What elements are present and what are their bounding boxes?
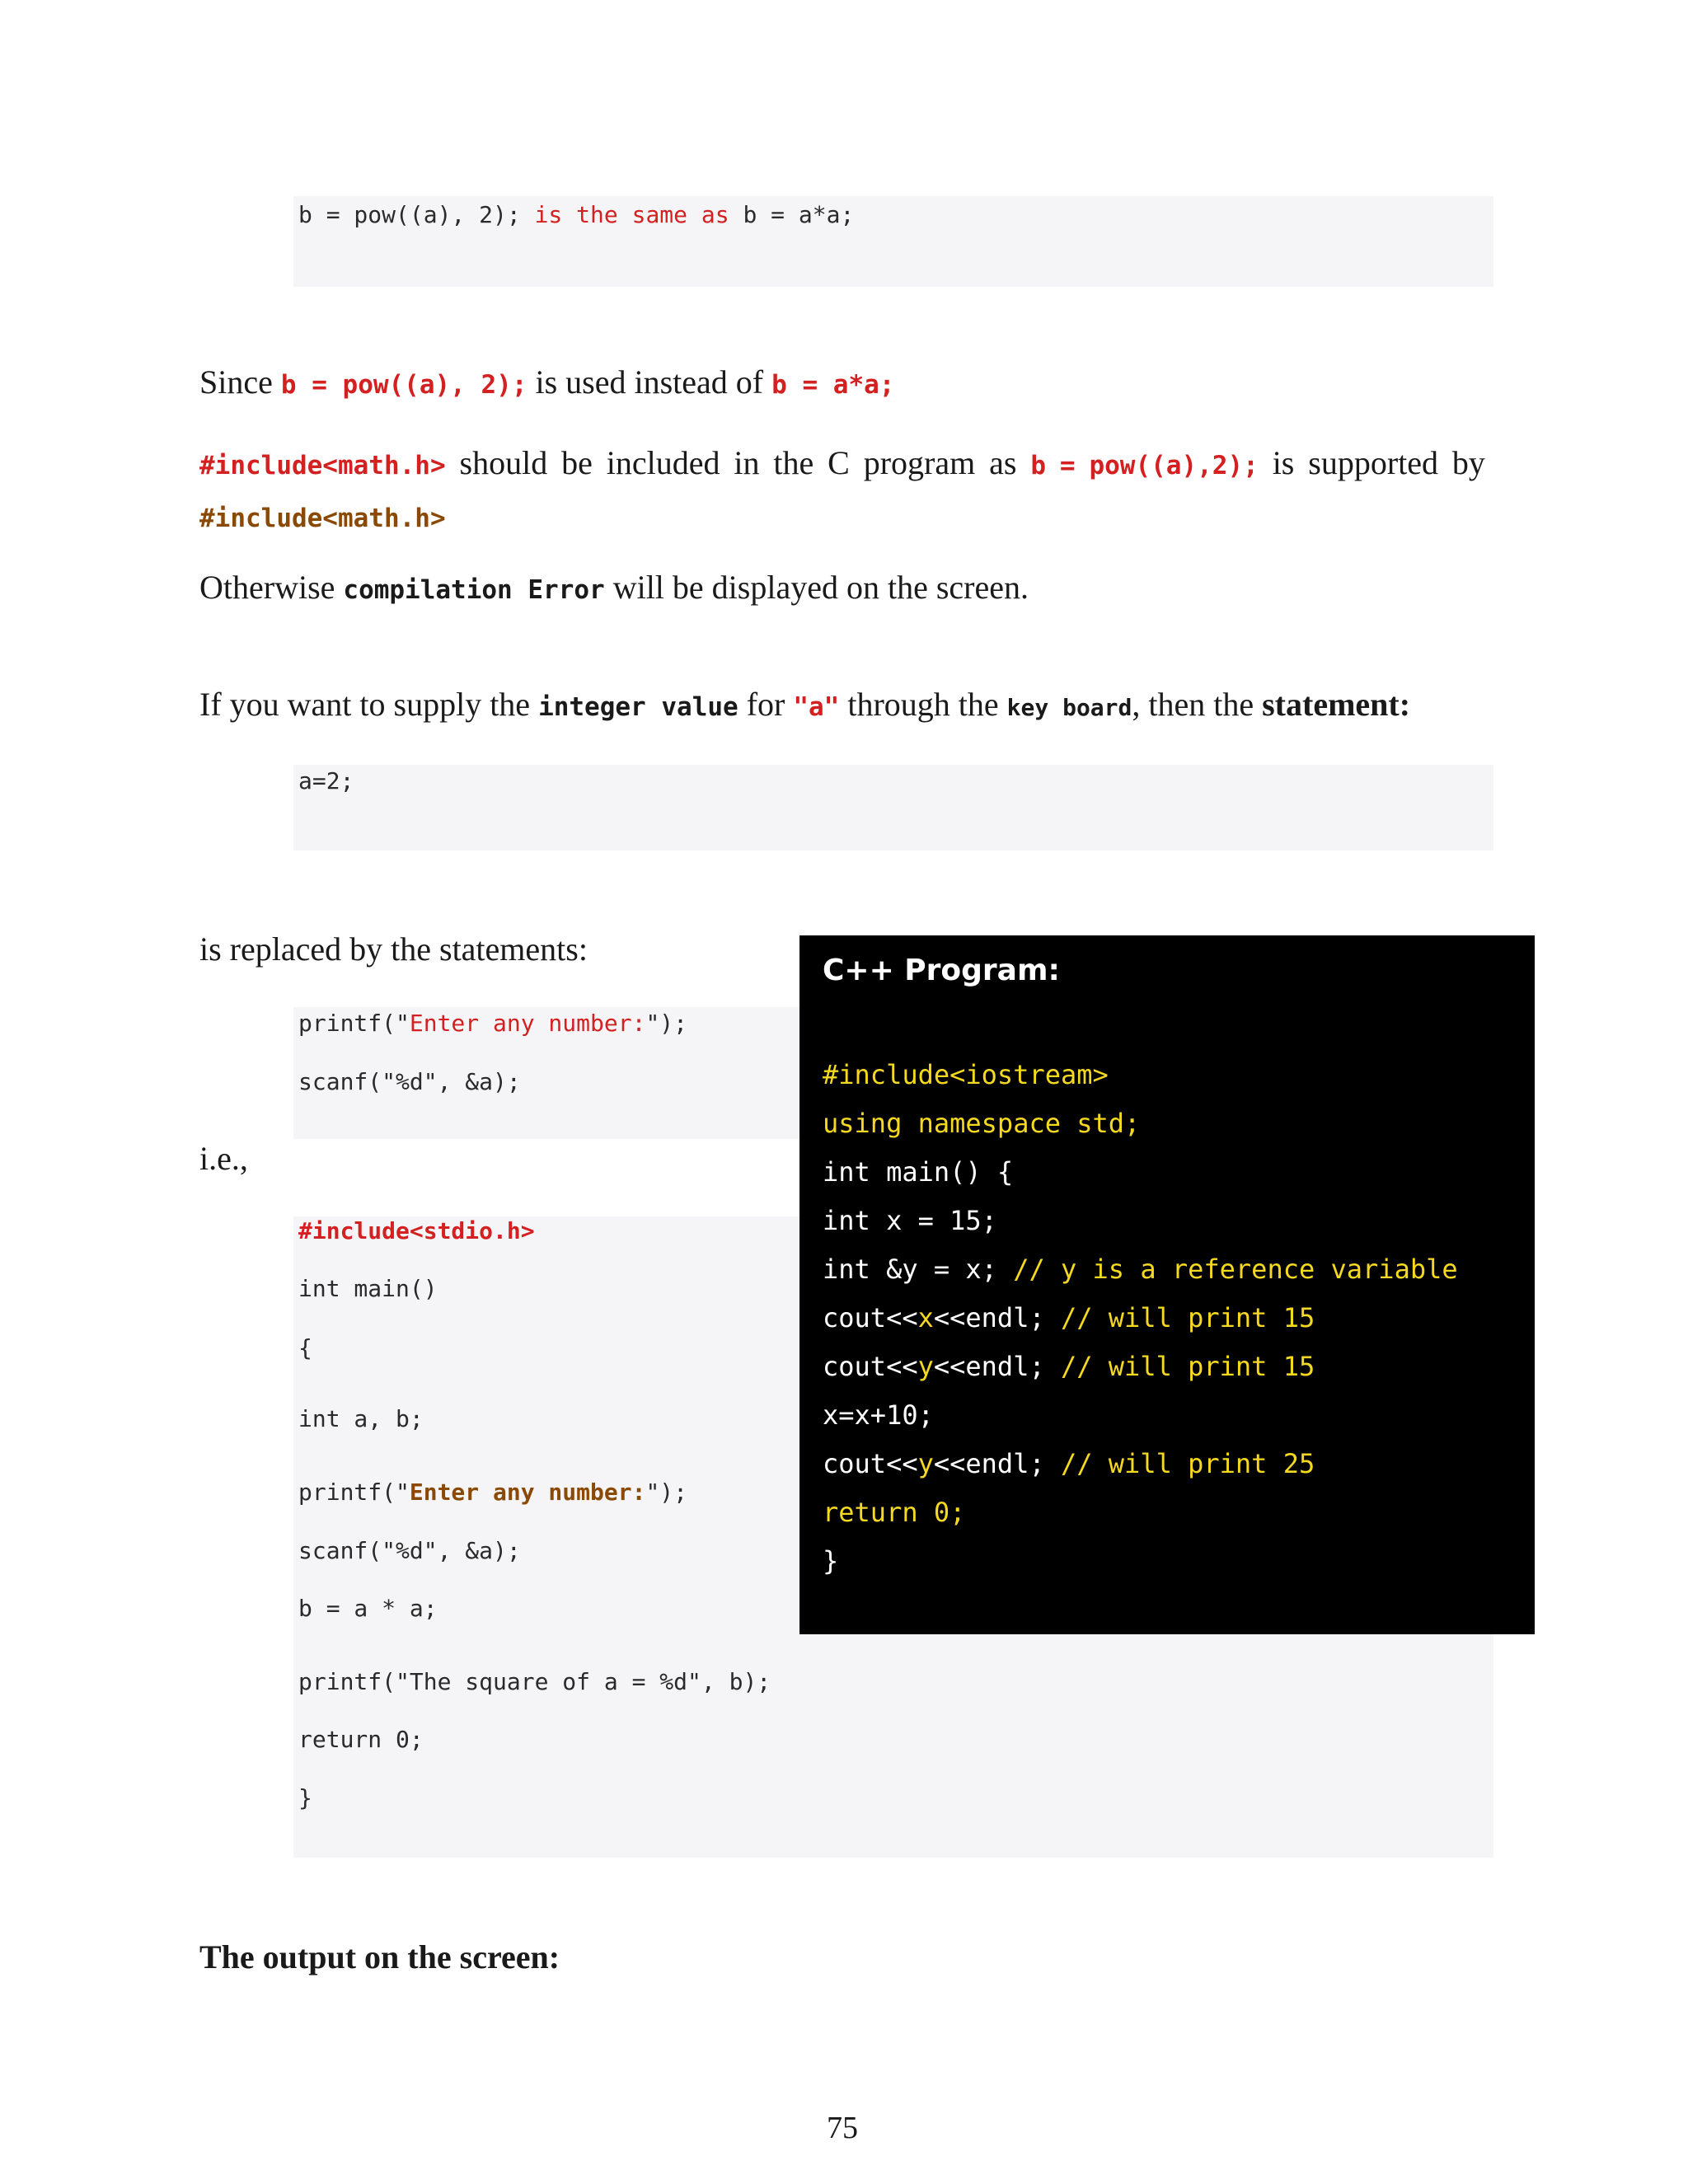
cpp-line-return: return 0; [823, 1497, 966, 1528]
paragraph-include-line1 [199, 443, 1485, 482]
paragraph-otherwise [199, 571, 1029, 604]
code-line-printf-prompt [298, 1479, 687, 1506]
word: in [734, 444, 760, 481]
paragraph-include-line2 [199, 499, 446, 532]
code-line-main: int main() [298, 1275, 438, 1302]
code-text: <<endl; [933, 1448, 1061, 1479]
code-block-assign [293, 765, 1493, 851]
code-line-scanf: scanf("%d", &a); [298, 1068, 521, 1095]
code-string: Enter any number: [409, 1479, 646, 1506]
word: C [828, 444, 850, 481]
code-text: cout<< [823, 1302, 918, 1333]
code-text: printf(" [298, 1479, 410, 1506]
inline-code: pow((a),2); [1089, 451, 1259, 480]
word: be [561, 444, 593, 481]
inline-code: #include<math.h> [199, 451, 446, 480]
code-line-close-brace: } [298, 1784, 312, 1811]
text: for [738, 686, 794, 723]
inline-code: b [1030, 451, 1047, 480]
code-comment: // y is a reference variable [1013, 1254, 1458, 1285]
code-line-return: return 0; [298, 1726, 424, 1753]
word: supported [1308, 444, 1439, 481]
paragraph-since [199, 363, 895, 401]
inline-code: integer value [538, 692, 738, 722]
code-text: <<endl; [933, 1302, 1061, 1333]
inline-code: "a" [793, 692, 840, 722]
cpp-program-panel [799, 935, 1535, 1634]
code-text: <<endl; [933, 1351, 1061, 1382]
text: through the [839, 686, 1007, 723]
code-text: cout<< [823, 1351, 918, 1382]
word: the [773, 444, 814, 481]
page-number: 75 [827, 2111, 858, 2145]
text: Since [199, 363, 281, 401]
word: included [606, 444, 720, 481]
inline-code: compilation Error [343, 575, 605, 605]
text: Otherwise [199, 569, 344, 606]
word: should [459, 444, 548, 481]
code-string: Enter any number: [409, 1010, 646, 1037]
cpp-line-cout-y2 [823, 1448, 1315, 1479]
cpp-line-main: int main() { [823, 1156, 1014, 1188]
code-line-decl: int a, b; [298, 1405, 424, 1432]
word: as [989, 444, 1017, 481]
inline-code: key board [1006, 694, 1132, 721]
cpp-program-title: C++ Program: [823, 954, 1060, 987]
inline-code: #include<math.h> [199, 504, 446, 533]
cpp-line-increment: x=x+10; [823, 1399, 934, 1431]
code-text: "); [645, 1479, 688, 1506]
cpp-line-include: #include<iostream> [823, 1059, 1109, 1090]
code-line-printf [298, 1010, 687, 1037]
word: program [863, 444, 976, 481]
word: is [1272, 444, 1295, 481]
word: by [1451, 444, 1485, 481]
code-comment: // will print 25 [1060, 1448, 1315, 1479]
cpp-line-decl-y [823, 1254, 1458, 1285]
code-var: y [917, 1351, 934, 1382]
paragraph-replaced: is replaced by the statements: [199, 930, 588, 968]
code-line-scanf: scanf("%d", &a); [298, 1537, 521, 1564]
code-line-open-brace: { [298, 1334, 312, 1361]
code-text: int &y = x; [823, 1254, 1014, 1285]
code-text: b = a*a; [729, 201, 855, 228]
cpp-line-namespace: using namespace std; [823, 1108, 1141, 1139]
cpp-line-close-brace: } [823, 1545, 839, 1577]
code-line-square: b = a * a; [298, 1595, 438, 1622]
code-line-printf-result: printf("The square of a = %d", b); [298, 1668, 771, 1695]
cpp-line-cout-x [823, 1302, 1315, 1333]
output-heading: The output on the screen: [199, 1938, 560, 1975]
code-text: printf(" [298, 1010, 410, 1037]
code-comment-text: is the same as [534, 201, 729, 228]
inline-code: = [1059, 451, 1076, 480]
text: will be displayed on the screen. [604, 569, 1029, 606]
code-text: cout<< [823, 1448, 918, 1479]
cpp-line-decl-x: int x = 15; [823, 1205, 997, 1236]
text: is used instead of [527, 363, 772, 401]
code-comment: // will print 15 [1060, 1351, 1315, 1382]
code-text: "); [645, 1010, 688, 1037]
inline-code: b = pow((a), 2); [280, 370, 528, 400]
text: If you want to supply the [199, 686, 539, 723]
paragraph-ie: i.e., [199, 1140, 248, 1177]
code-var: y [917, 1448, 934, 1479]
code-var: x [917, 1302, 934, 1333]
text: , then the [1132, 686, 1263, 723]
bold-text: statement: [1262, 686, 1411, 723]
code-line-include: #include<stdio.h> [298, 1217, 535, 1244]
code-line-pow [298, 201, 854, 228]
paragraph-supply [199, 688, 1410, 721]
cpp-line-cout-y1 [823, 1351, 1315, 1382]
inline-code: b = a*a; [771, 370, 895, 400]
code-text: b = pow((a), 2); [298, 201, 535, 228]
code-line-assign: a=2; [298, 767, 354, 794]
code-comment: // will print 15 [1060, 1302, 1315, 1333]
